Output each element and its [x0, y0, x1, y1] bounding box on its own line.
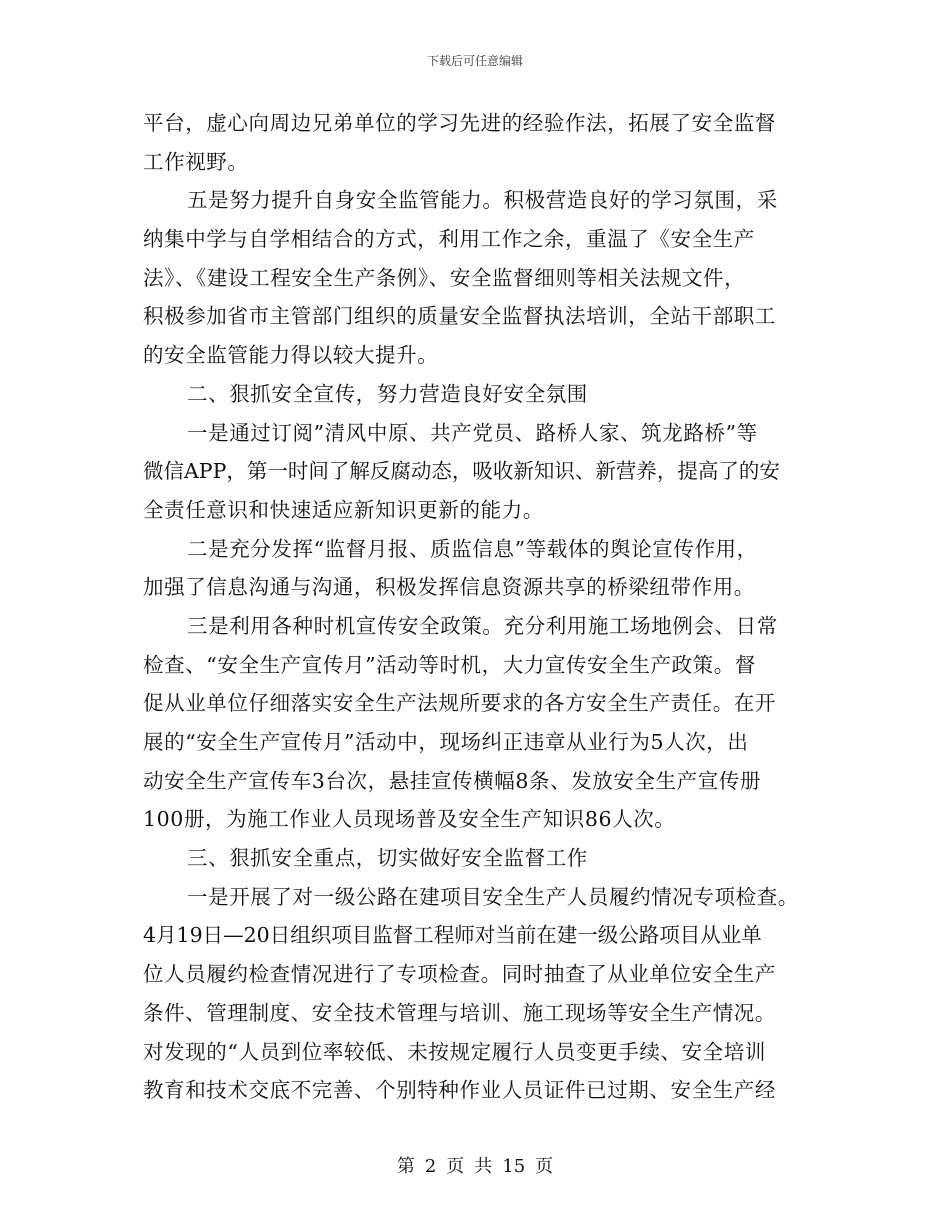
paragraph-line: 检查、“安全生产宣传月”活动等时机，大力宣传安全生产政策。督: [143, 652, 756, 677]
section-heading: 三、狠抓安全重点，切实做好安全监督工作: [187, 846, 588, 871]
paragraph-line: 工作视野。: [143, 149, 249, 174]
paragraph-line: 100册，为施工作业人员现场普及安全生产知识86人次。: [143, 807, 676, 832]
paragraph-line: 五是努力提升自身安全监管能力。积极营造良好的学习氛围，采: [187, 188, 778, 213]
paragraph-line: 微信APP，第一时间了解反腐动态，吸收新知识、新营养，提高了的安: [143, 459, 780, 484]
paragraph-line: 的安全监管能力得以较大提升。: [143, 343, 439, 368]
paragraph-line: 一是通过订阅”清风中原、共产党员、路桥人家、筑龙路桥”等: [187, 420, 758, 445]
paragraph-line: 法》、《建设工程安全生产条例》、安全监督细则等相关法规文件，: [143, 265, 746, 290]
paragraph-line: 三是利用各种时机宣传安全政策。充分利用施工场地例会、日常: [187, 613, 778, 638]
paragraph-line: 动安全生产宣传车3台次，悬挂宣传横幅8条、发放安全生产宣传册: [143, 768, 762, 793]
paragraph-line: 4月19日—20日组织项目监督工程师对当前在建一级公路项目从业单: [143, 923, 762, 948]
current-page-number: 2: [424, 1156, 437, 1177]
paragraph-line: 加强了信息沟通与沟通，积极发挥信息资源共享的桥梁纽带作用。: [143, 575, 755, 600]
paragraph-line: 对发现的“人员到位率较低、未按规定履行人员变更手续、安全培训: [143, 1039, 766, 1064]
total-pages-number: 15: [502, 1156, 526, 1177]
header-note: 下载后可任意编辑: [426, 54, 523, 68]
paragraph-line: 二是充分发挥“监督月报、质监信息”等载体的舆论宣传作用，: [187, 536, 758, 561]
paragraph-line: 全责任意识和快速适应新知识更新的能力。: [143, 497, 544, 522]
page-footer: [0, 1152, 950, 1178]
paragraph-line: 条件、管理制度、安全技术管理与培训、施工现场等安全生产情况。: [143, 1000, 776, 1025]
paragraph-line: 积极参加省市主管部门组织的质量安全监督执法培训，全站干部职工: [143, 304, 776, 329]
footer-suffix: 页: [535, 1156, 554, 1177]
paragraph-line: 展的“安全生产宣传月”活动中，现场纠正违章从业行为5人次，出: [143, 730, 749, 754]
section-heading: 二、狠抓安全宣传，努力营造良好安全氛围: [187, 381, 588, 406]
paragraph-line: 平台，虚心向周边兄弟单位的学习先进的经验作法，拓展了安全监督: [143, 111, 776, 135]
paragraph-line: 位人员履约检查情况进行了专项检查。同时抽查了从业单位安全生产: [143, 962, 776, 987]
body-text: [143, 104, 813, 1110]
footer-page-word: 页: [446, 1156, 465, 1177]
paragraph-line: 教育和技术交底不完善、个别特种作业人员证件已过期、安全生产经: [143, 1078, 776, 1103]
footer-total-word: 共: [474, 1156, 493, 1177]
paragraph-line: 促从业单位仔细落实安全生产法规所要求的各方安全生产责任。在开: [143, 691, 776, 716]
footer-prefix: 第: [396, 1156, 415, 1177]
paragraph-line: 纳集中学与自学相结合的方式，利用工作之余，重温了《安全生产: [143, 227, 755, 252]
paragraph-line: 一是开展了对一级公路在建项目安全生产人员履约情况专项检查。: [187, 884, 799, 909]
